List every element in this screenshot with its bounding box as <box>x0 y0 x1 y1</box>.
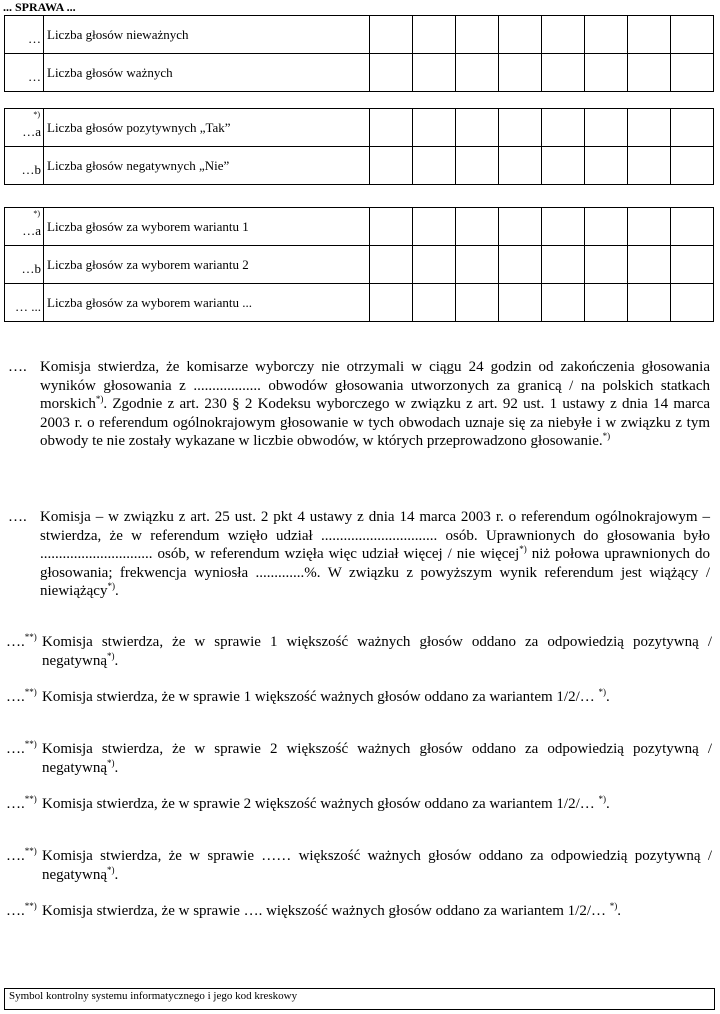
table-row <box>5 54 714 92</box>
digit-box[interactable] <box>542 246 585 284</box>
digit-box[interactable] <box>585 246 628 284</box>
digit-box[interactable] <box>413 109 456 147</box>
table-row <box>5 109 714 147</box>
digit-box[interactable] <box>413 54 456 92</box>
digit-box[interactable] <box>370 109 413 147</box>
statement-item: ….**) Komisja stwierdza, że w sprawie …. większość ważnych głosów oddano za wariantem 1/2/… *). <box>6 901 622 919</box>
digit-box[interactable] <box>370 208 413 246</box>
digit-box[interactable] <box>542 208 585 246</box>
digit-box[interactable] <box>499 208 542 246</box>
row-number: … ... <box>15 299 41 314</box>
digit-box[interactable] <box>671 284 714 322</box>
digit-box[interactable] <box>456 147 499 185</box>
digit-box[interactable] <box>628 16 671 54</box>
digit-box[interactable] <box>413 246 456 284</box>
digit-box[interactable] <box>413 16 456 54</box>
statement-item: ….**) Komisja stwierdza, że w sprawie 1 większość ważnych głosów oddano za odpowiedzią pozytywną / negatywną*). <box>6 632 712 669</box>
digit-box[interactable] <box>542 284 585 322</box>
table-row <box>5 284 714 322</box>
row-number: …a <box>22 223 41 238</box>
row-number: …b <box>21 162 41 177</box>
paragraph-number: …. <box>8 359 27 375</box>
digit-box[interactable] <box>585 54 628 92</box>
digit-box[interactable] <box>456 16 499 54</box>
row-label: Liczba głosów pozytywnych „Tak” <box>44 109 370 147</box>
digit-box[interactable] <box>413 284 456 322</box>
digit-box[interactable] <box>585 284 628 322</box>
digit-box[interactable] <box>413 208 456 246</box>
row-label: Liczba głosów za wyborem wariantu 2 <box>44 246 370 284</box>
row-label: Liczba głosów ważnych <box>44 54 370 92</box>
digit-box[interactable] <box>671 16 714 54</box>
digit-box[interactable] <box>585 208 628 246</box>
digit-box[interactable] <box>456 284 499 322</box>
digit-box[interactable] <box>542 16 585 54</box>
row-number: … <box>28 31 41 46</box>
table-row <box>5 147 714 185</box>
row-label: Liczba głosów nieważnych <box>44 16 370 54</box>
paragraph-number: …. <box>8 509 27 525</box>
votes-table-general <box>4 15 714 92</box>
row-number: … <box>28 69 41 84</box>
digit-box[interactable] <box>542 109 585 147</box>
digit-box[interactable] <box>671 54 714 92</box>
digit-box[interactable] <box>499 109 542 147</box>
digit-box[interactable] <box>499 284 542 322</box>
digit-box[interactable] <box>628 284 671 322</box>
digit-box[interactable] <box>628 54 671 92</box>
statement-item: ….**) Komisja stwierdza, że w sprawie 2 większość ważnych głosów oddano za odpowiedzią pozytywną / negatywną*). <box>6 739 712 776</box>
digit-box[interactable] <box>585 109 628 147</box>
row-number: …a <box>22 124 41 139</box>
row-label: Liczba głosów za wyborem wariantu 1 <box>44 208 370 246</box>
digit-box[interactable] <box>542 54 585 92</box>
row-footnote: *) <box>33 209 40 218</box>
digit-box[interactable] <box>370 246 413 284</box>
digit-box[interactable] <box>499 16 542 54</box>
digit-box[interactable] <box>456 246 499 284</box>
row-label: Liczba głosów za wyborem wariantu ... <box>44 284 370 322</box>
digit-box[interactable] <box>671 246 714 284</box>
turnout-paragraph <box>8 508 712 603</box>
paragraph-text: Komisja stwierdza, że komisarze wyborczy nie otrzymali w ciągu 24 godzin od zakończenia głosowania wyników głosowania z .................. obwodów głosowania utworzonych za granicą / na polskich statkach morskich*). Zgodnie z art. 230 § 2 Kodeksu wyborczego w związku z art. 92 ust. 1 ustawy z dnia 14 marca 2003 r. o referendum ogólnokrajowym głosowanie w tych obwodach uznaje się za niebyłe i w związku z tym obwody te nie zostały wykazane w liczbie obwodów, w których przeprowadzono głosowanie.*) <box>40 359 710 450</box>
digit-box[interactable] <box>628 208 671 246</box>
statement-item: ….**) Komisja stwierdza, że w sprawie …… większość ważnych głosów oddano za odpowiedzią pozytywną / negatywną*). <box>6 846 712 883</box>
digit-box[interactable] <box>499 54 542 92</box>
digit-box[interactable] <box>370 284 413 322</box>
digit-box[interactable] <box>499 246 542 284</box>
digit-box[interactable] <box>456 208 499 246</box>
digit-box[interactable] <box>542 147 585 185</box>
digit-box[interactable] <box>628 109 671 147</box>
statement-item: ….**) Komisja stwierdza, że w sprawie 2 większość ważnych głosów oddano za wariantem 1/2/… *). <box>6 794 610 812</box>
paragraph-text: Komisja – w związku z art. 25 ust. 2 pkt 4 ustawy z dnia 14 marca 2003 r. o referendum ogólnokrajowym – stwierdza, że w referendum wzięło udział ............................... osób. Uprawnionych do głosowania było .............................. osób, w referendum wzięła więc udział więcej / nie więcej*) niż połowa uprawnionych do głosowania; frekwencja wyniosła .............%. W związku z powyższym wynik referendum jest wiążący / niewiążący*). <box>40 509 710 600</box>
digit-box[interactable] <box>370 54 413 92</box>
row-number: …b <box>21 261 41 276</box>
digit-box[interactable] <box>456 54 499 92</box>
barcode-footer-box: Symbol kontrolny systemu informatycznego i jego kod kreskowy <box>4 988 715 1010</box>
table-row <box>5 246 714 284</box>
table-row <box>5 208 714 246</box>
digit-box[interactable] <box>585 147 628 185</box>
digit-box[interactable] <box>671 109 714 147</box>
document-title: ... SPRAWA ... <box>3 0 76 14</box>
digit-box[interactable] <box>413 147 456 185</box>
row-footnote: *) <box>33 110 40 119</box>
digit-box[interactable] <box>628 147 671 185</box>
votes-table-yes-no <box>4 108 714 185</box>
digit-box[interactable] <box>370 16 413 54</box>
digit-box[interactable] <box>456 109 499 147</box>
statement-item: ….**) Komisja stwierdza, że w sprawie 1 większość ważnych głosów oddano za wariantem 1/2/… *). <box>6 687 610 705</box>
digit-box[interactable] <box>671 208 714 246</box>
table-row <box>5 16 714 54</box>
digit-box[interactable] <box>499 147 542 185</box>
digit-box[interactable] <box>370 147 413 185</box>
digit-box[interactable] <box>671 147 714 185</box>
votes-table-variants <box>4 207 714 322</box>
row-label: Liczba głosów negatywnych „Nie” <box>44 147 370 185</box>
missing-results-paragraph <box>8 358 712 473</box>
digit-box[interactable] <box>585 16 628 54</box>
digit-box[interactable] <box>628 246 671 284</box>
